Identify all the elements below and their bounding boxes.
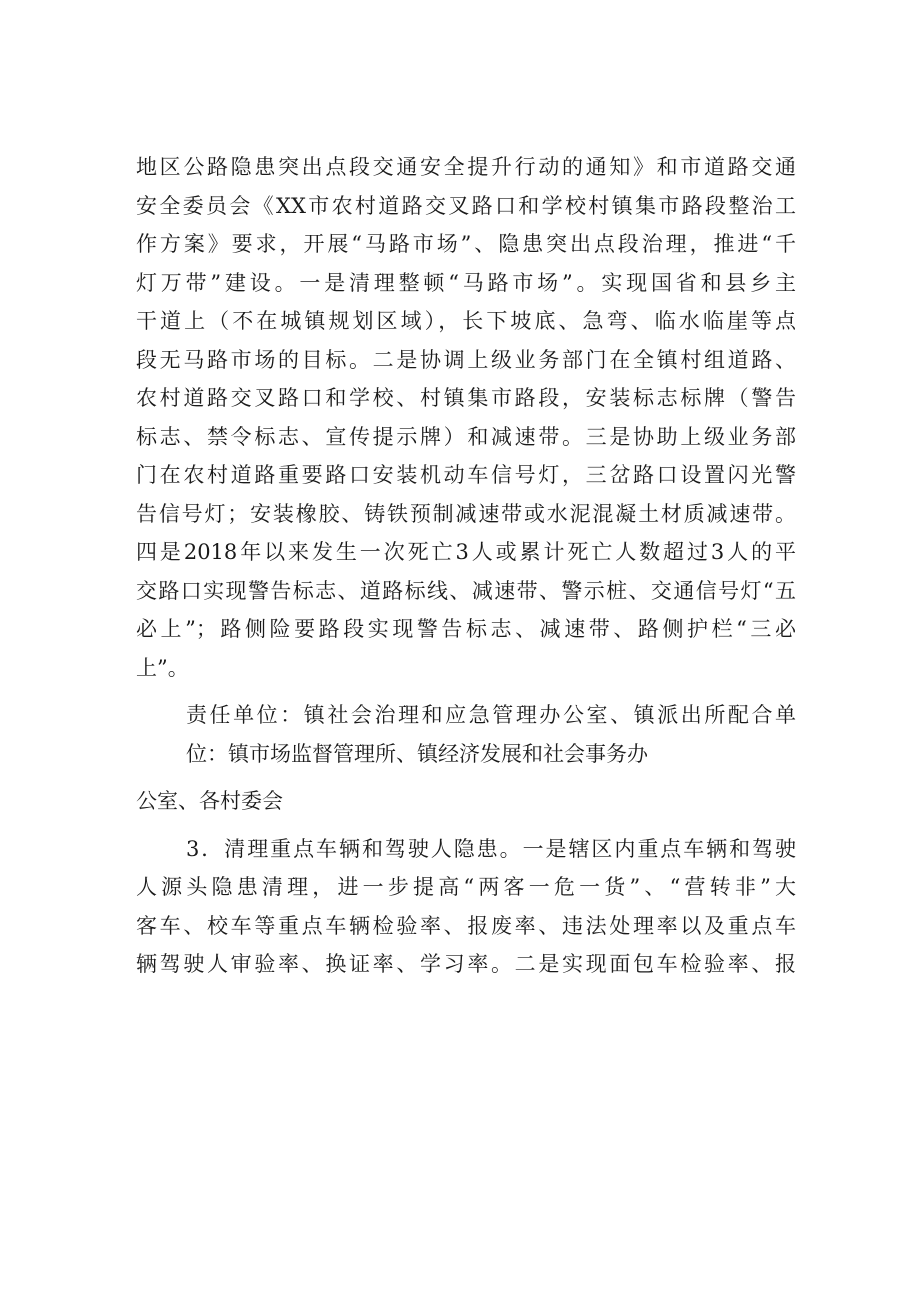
text-line: 农村道路交叉路口和学校、村镇集市路段，安装标志标牌（警告 <box>136 386 796 410</box>
text-line: 四是2018年以来发生一次死亡3人或累计死亡人数超过3人的平 <box>136 540 796 564</box>
responsible-unit-line: 位：镇市场监督管理所、镇经济发展和社会事务办 <box>186 741 648 766</box>
responsible-unit-line: 责任单位：镇社会治理和应急管理办公室、镇派出所配合单 <box>186 703 796 727</box>
text-line: 干道上（不在城镇规划区域），长下坡底、急弯、临水临崖等点 <box>136 309 796 333</box>
text-line: 作方案》要求，开展“马路市场”、隐患突出点段治理，推进“千 <box>136 232 796 256</box>
text-line: 地区公路隐患突出点段交通安全提升行动的通知》和市道路交通 <box>136 155 796 179</box>
text-line: 必上”；路侧险要路段实现警告标志、减速带、路侧护栏“三必 <box>136 617 796 641</box>
text-line: 告信号灯；安装橡胶、铸铁预制减速带或水泥混凝土材质减速带。 <box>136 501 796 526</box>
section-heading-line: 3．清理重点车辆和驾驶人隐患。一是辖区内重点车辆和驾驶 <box>186 836 796 861</box>
text-line: 交路口实现警告标志、道路标线、减速带、警示桩、交通信号灯“五 <box>136 578 796 603</box>
text-line: 上”。 <box>136 655 189 680</box>
text-line: 灯万带”建设。一是清理整顿“马路市场”。实现国省和县乡主 <box>136 270 796 295</box>
text-line: 人源头隐患清理，进一步提高“两客一危一货”、“营转非”大 <box>136 875 796 899</box>
responsible-unit-line: 公室、各村委会 <box>136 789 283 813</box>
text-line: 辆驾驶人审验率、换证率、学习率。二是实现面包车检验率、报 <box>136 952 796 976</box>
text-line: 安全委员会《XX市农村道路交叉路口和学校村镇集市路段整治工 <box>136 193 796 218</box>
text-line: 门在农村道路重要路口安装机动车信号灯，三岔路口设置闪光警 <box>136 463 796 487</box>
text-line: 段无马路市场的目标。二是协调上级业务部门在全镇村组道路、 <box>136 347 796 372</box>
document-body <box>136 148 796 984</box>
text-line: 客车、校车等重点车辆检验率、报废率、违法处理率以及重点车 <box>136 913 796 938</box>
text-line: 标志、禁令标志、宣传提示牌）和减速带。三是协助上级业务部 <box>136 424 796 449</box>
